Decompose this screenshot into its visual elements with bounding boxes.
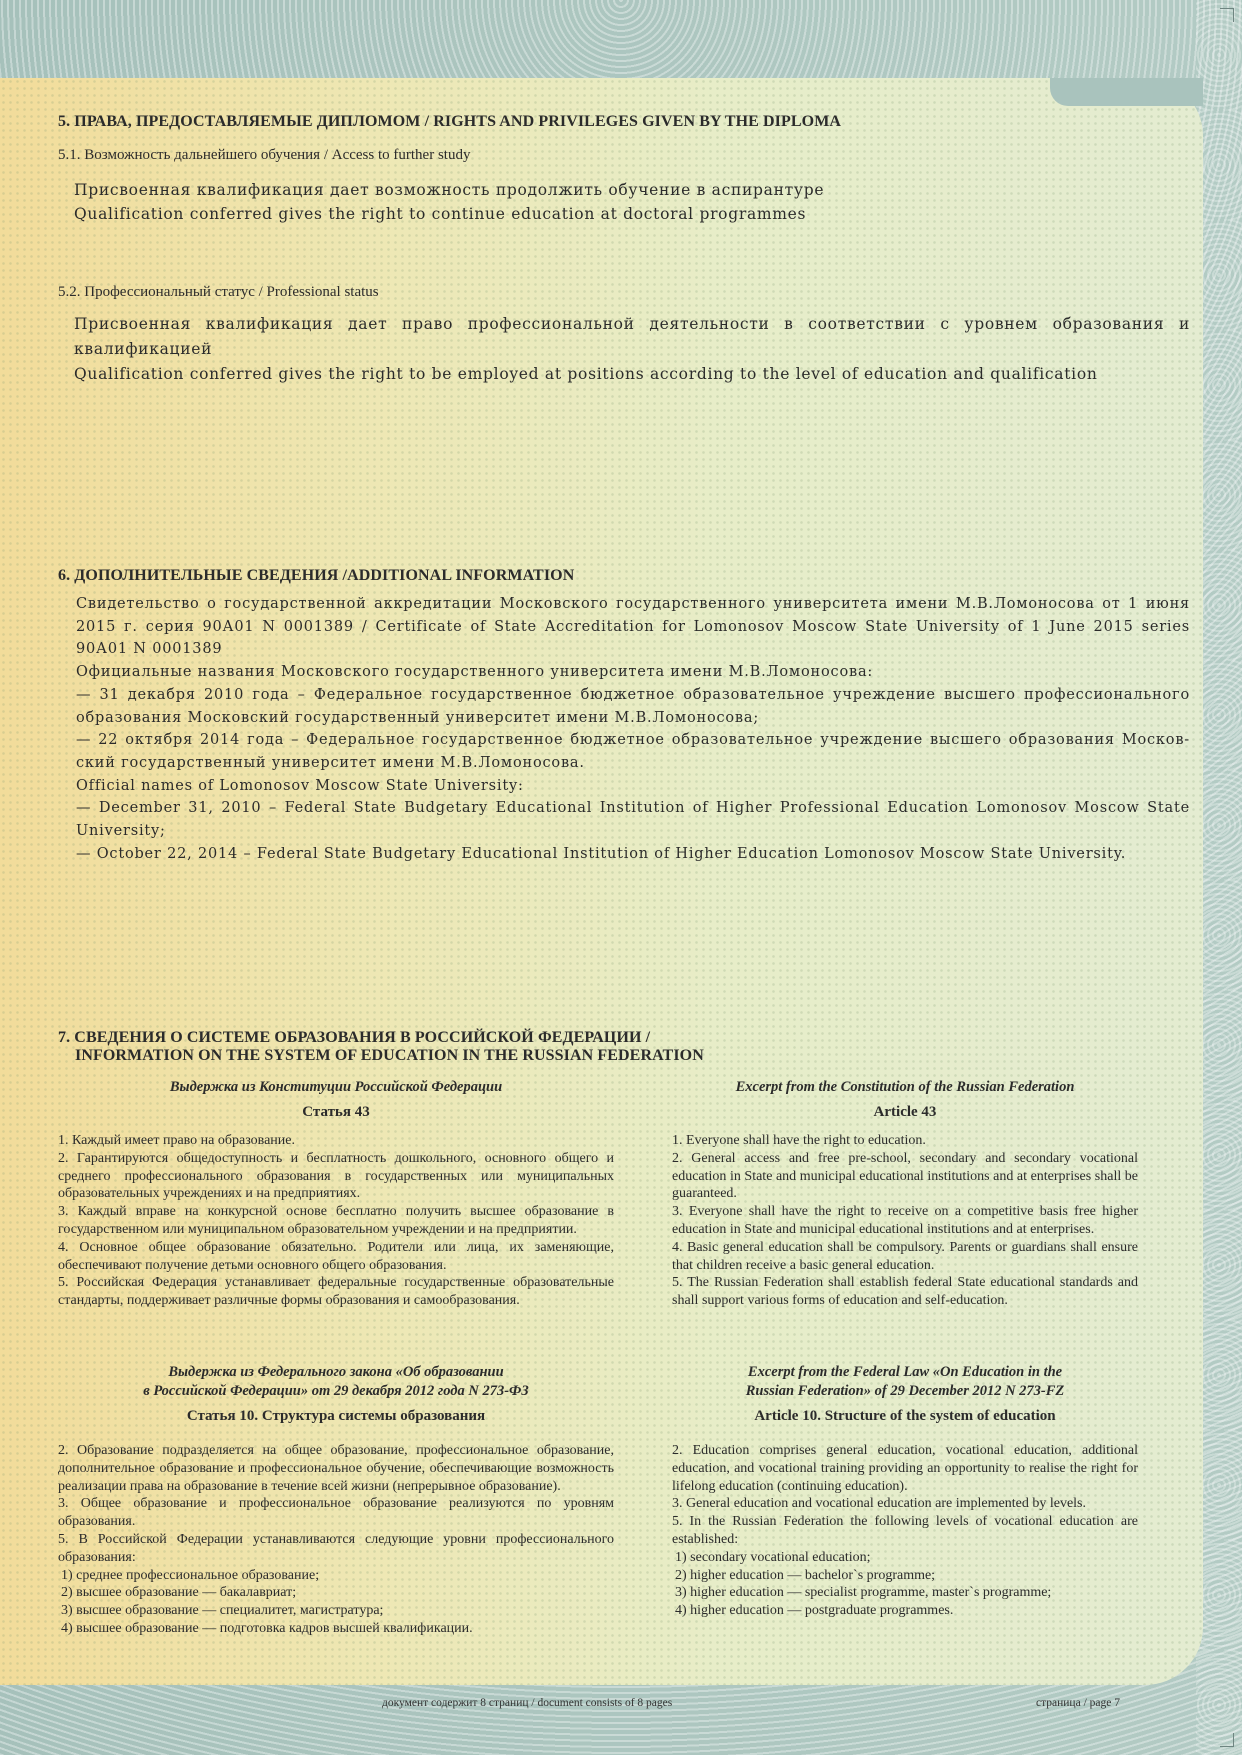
section-5-1-text-en: Qualification conferred gives the right to continue education at doctoral programmes xyxy=(74,205,807,223)
section-6-paragraph: Официальные названия Московского государственного университета имени М.В.Ломоносова: xyxy=(76,664,874,681)
section-6-paragraph: — October 22, 2014 – Federal State Budgetary Educational Institution of Higher Education Lomonosov Moscow State University. xyxy=(76,845,1127,862)
en-constitution-title: Excerpt from the Constitution of the Russian Federation xyxy=(735,1079,1075,1095)
section-7-heading-line2: INFORMATION ON THE SYSTEM OF EDUCATION IN THE RUSSIAN FEDERATION xyxy=(75,1047,704,1064)
ru-article-43-item: 5. Российская Федерация устанавливает федеральные государственные образовательные стандарты, поддерживает различные формы образования и самообразования. xyxy=(58,1275,614,1309)
section-6-body xyxy=(76,593,1190,865)
en-level-item: 1) secondary vocational education; xyxy=(675,1549,871,1565)
ru-article-43-item: 3. Каждый вправе на конкурсной основе бесплатно получить высшее образование в государственном или муниципальном образовательном учреждении и на предприятии. xyxy=(58,1204,614,1237)
en-article-43-text xyxy=(672,1132,1138,1310)
footer-page-count: документ содержит 8 страниц / document consists of 8 pages xyxy=(382,1697,673,1709)
section-6-heading: 6. ДОПОЛНИТЕЛЬНЫЕ СВЕДЕНИЯ /ADDITIONAL INFORMATION xyxy=(58,567,575,584)
section-5-1-heading: 5.1. Возможность дальнейшего обучения / Access to further study xyxy=(58,147,471,163)
ru-article-43-text xyxy=(58,1132,614,1310)
en-article-43-item: 1. Everyone shall have the right to education. xyxy=(672,1133,926,1148)
en-article-10-item: 3. General education and vocational education are implemented by levels. xyxy=(672,1496,1087,1512)
ru-article-43-item: 4. Основное общее образование обязательно. Родители или лица, их заменяющие, обеспечивают получение детьми основного общего образования. xyxy=(58,1239,614,1273)
ru-article-10-item: 2. Образование подразделяется на общее образование, профессиональное образование, дополнительное образование и профессиональное обучение, обеспечивающие возможность реализации права на образование в течение всей жизни (непрерывное образование). xyxy=(58,1443,614,1494)
section-6-paragraph: — December 31, 2010 – Federal State Budgetary Educational Institution of Higher Professional Education Lomonosov Moscow State University; xyxy=(76,800,1190,840)
en-level-item: 4) higher education — postgraduate programmes. xyxy=(675,1603,954,1619)
section-5-2-heading: 5.2. Профессиональный статус / Professional status xyxy=(58,284,379,300)
ru-level-item: 4) высшее образование — подготовка кадров высшей квалификации. xyxy=(61,1620,473,1636)
ru-article-43-title: Статья 43 xyxy=(302,1104,370,1120)
ru-constitution-title: Выдержка из Конституции Российской Федерации xyxy=(169,1079,503,1095)
footer-page-number: страница / page 7 xyxy=(1036,1697,1120,1709)
ru-article-10-item: 5. В Российской Федерации устанавливаются следующие уровни профессионального образования: xyxy=(58,1531,614,1565)
ru-level-item: 1) среднее профессиональное образование; xyxy=(61,1567,320,1583)
section-5-2-text-en: Qualification conferred gives the right to be employed at positions according to the level of education and qualification xyxy=(74,365,1098,383)
section-5-heading: 5. ПРАВА, ПРЕДОСТАВЛЯЕМЫЕ ДИПЛОМОМ / RIGHTS AND PRIVILEGES GIVEN BY THE DIPLOMA xyxy=(58,113,842,130)
section-7-heading-line1: 7. СВЕДЕНИЯ О СИСТЕМЕ ОБРАЗОВАНИЯ В РОССИЙСКОЙ ФЕДЕРАЦИИ / xyxy=(58,1029,651,1046)
en-article-43-item: 3. Everyone shall have the right to receive on a competitive basis free higher education in State and municipal educational institutions and at enterprises. xyxy=(672,1204,1138,1237)
ru-article-10-text xyxy=(58,1442,614,1638)
ru-level-item: 3) высшее образование — специалитет, магистратура; xyxy=(61,1603,384,1619)
ru-article-43-item: 1. Каждый имеет право на образование. xyxy=(58,1133,296,1148)
en-article-10-text xyxy=(672,1442,1138,1620)
section-6-paragraph: — 31 декабря 2010 года – Федеральное государственное бюджетное образовательное учреждение высшего профессионального образования Московский государственный университет имени М.В.Ломоносова; xyxy=(76,686,1190,726)
ru-law-title-line1: Выдержка из Федерального закона «Об образовании xyxy=(168,1364,504,1380)
ru-article-10-item: 3. Общее образование и профессиональное образование реализуются по уровням образования. xyxy=(58,1496,614,1530)
en-article-43-item: 2. General access and free pre-school, secondary and secondary vocational education in State and municipal educational institutions and at enterprises shall be guaranteed. xyxy=(672,1150,1138,1202)
en-level-item: 2) higher education — bachelor`s programme; xyxy=(675,1567,936,1583)
en-article-10-title: Article 10. Structure of the system of education xyxy=(754,1408,1056,1424)
section-5-2-text-ru: Присвоенная квалификация дает право профессиональной деятельности в соответствии с уровнем образования и квалификацией xyxy=(74,315,1190,358)
section-6-paragraph: — 22 октября 2014 года – Федеральное государственное бюджетное образовательное учреждение высшего образования Москов-ский государственный университет имени М.В.Ломоносова. xyxy=(76,732,1190,771)
en-article-43-title: Article 43 xyxy=(873,1104,937,1120)
en-level-item: 3) higher education — specialist programme, master`s programme; xyxy=(675,1585,1052,1601)
en-article-10-item: 5. In the Russian Federation the following levels of vocational education are established: xyxy=(672,1514,1138,1547)
en-law-title-line2: Russian Federation» of 29 December 2012 N 273-FZ xyxy=(745,1383,1065,1399)
en-law-title-line1: Excerpt from the Federal Law «On Education in the xyxy=(747,1364,1063,1380)
en-article-43-item: 4. Basic general education shall be compulsory. Parents or guardians shall ensure that children receive a basic general education. xyxy=(672,1239,1138,1273)
section-6-paragraph: Official names of Lomonosov Moscow State University: xyxy=(76,777,524,794)
section-6-paragraph: Свидетельство о государственной аккредитации Московского государственного университета имени М.В.Ломоносова от 1 июня 2015 г. серия 90А01 N 0001389 / Certificate of State Accreditation for Lomonosov Moscow State University of 1 June 2015 series 90А01 N 0001389 xyxy=(76,596,1190,658)
ru-level-item: 2) высшее образование — бакалавриат; xyxy=(61,1585,297,1601)
ru-article-43-item: 2. Гарантируются общедоступность и бесплатность дошкольного, основного общего и среднего профессионального образования в государственных или муниципальных образовательных учреждениях и на предприятиях. xyxy=(58,1150,614,1202)
section-5-1-text-ru: Присвоенная квалификация дает возможность продолжить обучение в аспирантуре xyxy=(74,181,825,199)
ru-article-10-title: Статья 10. Структура системы образования xyxy=(186,1408,486,1424)
en-article-43-item: 5. The Russian Federation shall establish federal State educational standards and shall support various forms of education and self-education. xyxy=(672,1275,1138,1309)
ru-law-title-line2: в Российской Федерации» от 29 декабря 2012 года N 273-ФЗ xyxy=(143,1383,529,1399)
en-article-10-item: 2. Education comprises general education, vocational education, additional education, and vocational training providing an opportunity to realise the right for lifelong education (continuing education). xyxy=(672,1443,1138,1494)
